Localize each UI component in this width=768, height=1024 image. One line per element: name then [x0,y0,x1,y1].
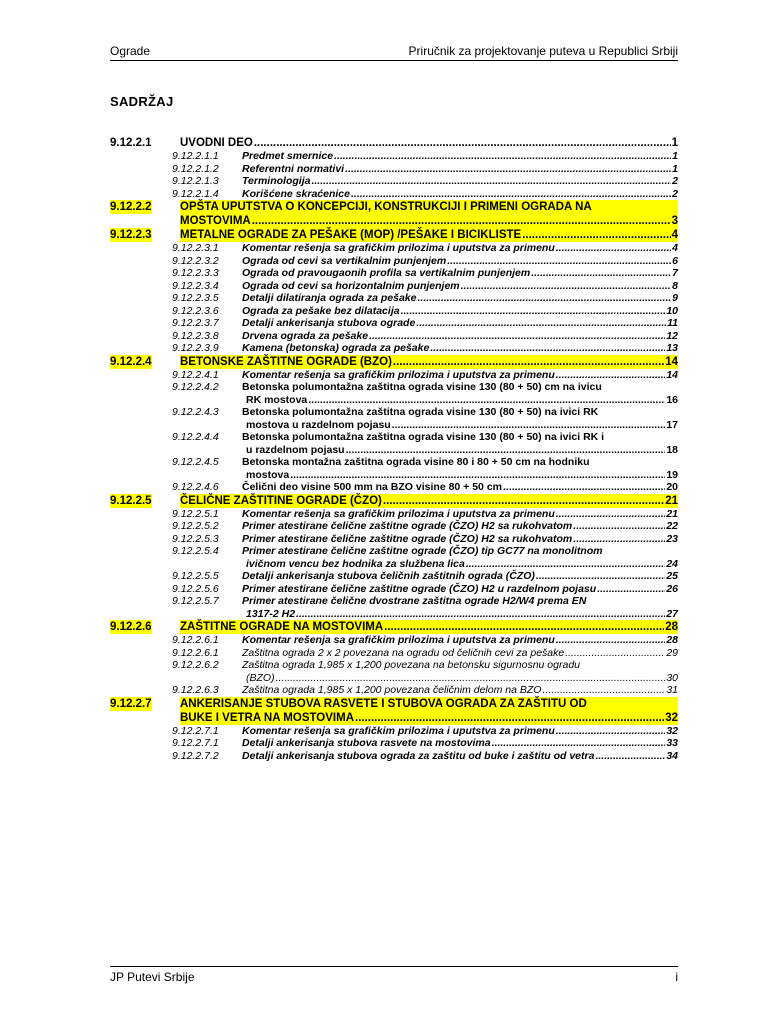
toc-entry-number: 9.12.2.7 [110,697,152,710]
toc-entry-title: ZAŠTITNE OGRADE NA MOSTOVIMA [180,621,384,633]
toc-entry-title: Komentar rešenja sa grafičkim prilozima i uputstva za primenu [242,634,555,646]
header-left: Ograde [110,44,151,58]
toc-entry-number: 9.12.2.6.3 [172,684,219,696]
dot-leader [573,533,665,546]
toc-entry-subsection[interactable] [110,595,678,620]
toc-entry-page: 4 [671,229,678,241]
toc-entry-page: 29 [666,646,678,659]
dot-leader [355,711,664,725]
toc-entry-title: Betonska polumontažna zaštitna ograda visine 130 (80 + 50) cm na ivicu [242,381,602,393]
toc-entry-title: Ograda od cevi sa horizontalnim punjenjem [242,279,460,292]
toc-entry-number: 9.12.2.7.1 [172,737,219,749]
toc-entry-page: 26 [666,582,678,595]
dot-leader [418,292,672,305]
toc-entry-subsection[interactable] [110,545,678,570]
dot-leader [447,255,671,268]
toc-entry-title: Korišćene skraćenice [242,187,350,200]
toc-entry-page: 17 [666,418,678,431]
toc-entry-number: 9.12.2.2 [110,201,152,213]
toc-entry-page: 23 [666,532,678,545]
toc-entry-page: 28 [665,621,678,633]
toc-entry-section[interactable] [110,228,678,242]
dot-leader [392,419,666,432]
dot-leader [492,737,666,750]
toc-entry-number: 9.12.2.4.1 [172,368,219,381]
toc-entry-number: 9.12.2.5.1 [172,507,219,520]
toc-entry-number: 9.12.2.1.1 [172,150,219,162]
dot-leader [531,267,671,280]
toc-entry-subsection[interactable] [110,750,678,763]
toc-entry-page: 4 [672,242,678,254]
toc-entry-number: 9.12.2.3.5 [172,292,219,304]
toc-entry-title: UVODNI DEO [180,137,253,149]
toc-entry-subsection[interactable] [110,647,678,660]
toc-entry-page: 24 [666,557,678,570]
toc-entry-number: 9.12.2.5.5 [172,570,219,582]
toc-entry-page: 19 [666,468,678,481]
toc-entry-title: Komentar rešenja sa grafičkim prilozima i uputstva za primenu [242,368,555,381]
dot-leader [296,608,665,621]
footer-left: JP Putevi Srbije [110,970,195,984]
toc-entry-page: 27 [666,607,678,620]
dot-leader [308,394,665,407]
dot-leader [351,188,671,201]
dot-leader [565,647,665,660]
toc-entry-number: 9.12.2.6 [110,621,152,633]
dot-leader [430,342,665,355]
toc-entry-title: Primer atestirane čelične dvostrane zaštitna ograde H2/W4 prema EN [242,595,587,607]
toc-entry-page: 32 [666,724,678,737]
toc-entry-number: 9.12.2.4.2 [172,381,219,393]
toc-entry-subsection[interactable] [110,583,678,596]
toc-entry-title: Detalji dilatiranja ograda za pešake [242,292,417,304]
toc-entry-subsection[interactable] [110,369,678,382]
toc-entry-number: 9.12.2.3.4 [172,279,219,292]
dot-leader [334,150,671,163]
toc-entry-number: 9.12.2.5.2 [172,520,219,532]
dot-leader [401,305,666,318]
toc-entry-page: 22 [666,520,678,532]
toc-entry-page: 3 [671,215,678,227]
dot-leader [556,242,671,255]
toc-entry-subsection[interactable] [110,725,678,738]
toc-entry-page: 34 [666,749,678,762]
toc-entry-number: 9.12.2.5.3 [172,532,219,545]
toc-entry-subsection[interactable] [110,188,678,201]
toc-entry-subsection[interactable] [110,175,678,188]
dot-leader [393,355,664,369]
dot-leader [254,136,671,150]
toc-entry-number: 9.12.2.4.4 [172,431,219,443]
toc-entry-subsection[interactable] [110,242,678,255]
dot-leader [556,369,666,382]
toc-entry-page: 14 [665,355,678,368]
toc-entry-number: 9.12.2.5.7 [172,595,219,607]
dot-leader [383,494,664,508]
toc-entry-title: Terminologija [242,175,311,187]
toc-entry-title: Primer atestirane čelične zaštitne ograde (ČZO) H2 sa rukohvatom [242,532,573,545]
dot-leader [542,684,665,697]
toc-entry-title: Čelični deo visine 500 mm na BZO visine 80 + 50 cm [242,481,502,493]
dot-leader [345,163,671,176]
toc-entry-page: 21 [665,494,678,507]
dot-leader [595,750,665,763]
dot-leader [416,317,666,330]
toc-entry-subsection[interactable] [110,533,678,546]
toc-entry-page: 7 [672,267,678,279]
toc-entry-title: Ograda za pešake bez dilatacija [242,304,400,317]
toc-entry-number: 9.12.2.5 [110,494,152,507]
dot-leader [461,280,672,293]
toc-entry-page: 25 [666,570,678,582]
toc-entry-number: 9.12.2.5.6 [172,582,219,595]
toc-entry-title: Primer atestirane čelične zaštitne ograde (ČZO) H2 sa rukohvatom [242,520,573,532]
toc-entry-number: 9.12.2.4.6 [172,481,219,493]
toc-entry-number: 9.12.2.6.2 [172,659,219,671]
toc-entry-page: 8 [672,279,678,292]
toc-entry-subsection[interactable] [110,481,678,494]
toc-title: SADRŽAJ [110,94,174,109]
toc-entry-section[interactable] [110,697,678,725]
toc-entry-title: Betonska polumontažna zaštitna ograda visine 130 (80 + 50) na ivici RK [242,406,599,418]
toc-entry-number: 9.12.2.6.1 [172,634,219,646]
toc-entry-subsection[interactable] [110,150,678,163]
toc-entry-subsection[interactable] [110,684,678,697]
toc-entry-subsection[interactable] [110,280,678,293]
dot-leader [556,634,666,647]
toc-entry-subsection[interactable] [110,163,678,176]
toc-entry-title: BETONSKE ZAŠTITNE OGRADE (BZO) [180,355,392,368]
toc-entry-title: (BZO) [246,671,275,684]
toc-entry-page: 14 [666,368,678,381]
toc-entry-number: 9.12.2.7.1 [172,724,219,737]
toc-entry-number: 9.12.2.3.9 [172,342,219,354]
dot-leader [466,558,665,571]
toc-entry-subsection[interactable] [110,267,678,280]
dot-leader [556,508,666,521]
toc-entry-title: Primer atestirane čelične zaštitne ograde (ČZO) tip GC77 na monolitnom [242,545,603,557]
toc-entry-page: 1 [672,150,678,162]
toc-entry-page: 32 [665,711,678,724]
toc-entry-title: Kamena (betonska) ograda za pešake [242,342,430,354]
toc-entry-number: 9.12.2.3.7 [172,317,219,329]
toc-entry-number: 9.12.2.1 [110,137,152,149]
toc-entry-title: Zaštitna ograda 2 x 2 povezana na ogradu od čeličnih cevi za pešake [242,646,565,659]
header-right: Priručnik za projektovanje puteva u Republici Srbiji [408,44,678,58]
toc-entry-subsection[interactable] [110,406,678,431]
toc-entry-page: 12 [666,329,678,342]
toc-entry-title: RK mostova [246,393,308,406]
toc-entry-section[interactable] [110,620,678,634]
table-of-contents [110,136,678,762]
dot-leader [276,672,666,685]
toc-entry-number: 9.12.2.5.4 [172,545,219,557]
toc-entry-section[interactable] [110,494,678,508]
toc-entry-page: 1 [672,162,678,175]
toc-entry-section[interactable] [110,355,678,369]
toc-entry-page: 18 [666,443,678,456]
toc-entry-title: ANKERISANJE STUBOVA RASVETE I STUBOVA OGRADA ZA ZAŠTITU OD [180,697,678,711]
dot-leader [503,481,665,494]
toc-entry-title: Betonska montažna zaštitna ograda visine 80 i 80 + 50 cm na hodniku [242,456,590,468]
toc-entry-number: 9.12.2.4 [110,355,152,368]
dot-leader [346,444,666,457]
toc-entry-section[interactable] [110,136,678,150]
dot-leader [384,620,664,634]
toc-entry-title: Ograda od pravougaonih profila sa vertikalnim punjenjem [242,267,531,279]
toc-entry-title: Primer atestirane čelične zaštitne ograde (ČZO) H2 u razdelnom pojasu [242,582,597,595]
toc-entry-subsection[interactable] [110,659,678,684]
toc-entry-number: 9.12.2.6.1 [172,646,219,659]
dot-leader [252,214,671,228]
toc-entry-subsection[interactable] [110,456,678,481]
dot-leader [369,330,665,343]
toc-entry-title: ivičnom vencu bez hodnika za službena lica [246,557,465,570]
footer-rule [110,966,678,967]
toc-entry-number: 9.12.2.1.4 [172,187,219,200]
toc-entry-subsection[interactable] [110,570,678,583]
toc-entry-title: METALNE OGRADE ZA PEŠAKE (MOP) /PEŠAKE I BICIKLISTE [180,229,522,241]
toc-entry-title: mostova u razdelnom pojasu [246,418,391,431]
toc-entry-title: Referentni normativi [242,162,345,175]
toc-entry-subsection[interactable] [110,330,678,343]
running-footer [110,970,678,986]
toc-entry-page: 28 [666,634,678,646]
toc-entry-page: 30 [666,671,678,684]
toc-entry-title: Zaštitna ograda 1,985 x 1,200 povezana na betonsku sigurnosnu ogradu [242,659,580,671]
toc-entry-number: 9.12.2.3.2 [172,254,219,267]
toc-entry-title: Detalji ankerisanja stubova rasvete na mostovima [242,737,491,749]
toc-entry-title: Drvena ograda za pešake [242,329,369,342]
toc-entry-number: 9.12.2.3 [110,229,152,241]
toc-entry-subsection[interactable] [110,317,678,330]
footer-page-number: i [675,970,678,984]
toc-entry-title: Predmet smernice [242,150,334,162]
toc-entry-page: 2 [672,187,678,200]
toc-entry-title: OPŠTA UPUTSTVA O KONCEPCIJI, KONSTRUKCIJI I PRIMENI OGRADA NA [180,200,678,214]
toc-entry-number: 9.12.2.3.6 [172,304,219,317]
toc-entry-page: 16 [666,393,678,406]
running-header [110,40,678,58]
toc-entry-number: 9.12.2.4.3 [172,406,219,418]
dot-leader [597,583,665,596]
toc-entry-page: 13 [666,342,678,354]
toc-entry-subsection[interactable] [110,431,678,456]
toc-entry-title: Komentar rešenja sa grafičkim prilozima i uputstva za primenu [242,242,555,254]
toc-entry-title: Detalji ankerisanja stubova čeličnih zaštitnih ograda (ČZO) [242,570,535,582]
toc-entry-subsection[interactable] [110,305,678,318]
toc-entry-number: 9.12.2.3.1 [172,242,219,254]
toc-entry-number: 9.12.2.1.3 [172,175,219,187]
dot-leader [311,175,671,188]
toc-entry-section[interactable] [110,200,678,228]
toc-entry-page: 11 [667,317,678,329]
dot-leader [290,469,665,482]
toc-entry-title: Detalji ankerisanja stubova ograde [242,317,416,329]
toc-entry-title: Detalji ankerisanja stubova ograda za zaštitu od buke i zaštitu od vetra [242,749,595,762]
toc-entry-title: mostova [246,468,290,481]
toc-entry-subsection[interactable] [110,508,678,521]
toc-entry-page: 1 [671,137,678,149]
toc-entry-subsection[interactable] [110,737,678,750]
toc-entry-title: Betonska polumontažna zaštitna ograda visine 130 (80 + 50) na ivici RK i [242,431,605,443]
toc-entry-subsection[interactable] [110,381,678,406]
toc-entry-page: 9 [672,292,678,304]
toc-entry-title: Ograda od cevi sa vertikalnim punjenjem [242,254,447,267]
toc-entry-page: 10 [666,304,678,317]
toc-entry-page: 31 [666,684,678,696]
toc-entry-page: 33 [666,737,678,749]
dot-leader [573,520,665,533]
toc-entry-subsection[interactable] [110,342,678,355]
header-rule [110,60,678,61]
toc-entry-subsection[interactable] [110,255,678,268]
dot-leader [536,570,665,583]
toc-entry-number: 9.12.2.4.5 [172,456,219,468]
toc-entry-title: MOSTOVIMA [180,215,251,227]
toc-entry-title: BUKE I VETRA NA MOSTOVIMA [180,711,354,724]
toc-entry-subsection[interactable] [110,520,678,533]
toc-entry-title: Komentar rešenja sa grafičkim prilozima i uputstva za primenu [242,507,555,520]
dot-leader [522,228,670,242]
toc-entry-number: 9.12.2.1.2 [172,162,219,175]
toc-entry-title: Zaštitna ograda 1,985 x 1,200 povezana čeličnim delom na BZO [242,684,542,696]
toc-entry-title: Komentar rešenja sa grafičkim prilozima i uputstva za primenu [242,724,555,737]
toc-entry-page: 20 [666,481,678,493]
toc-entry-page: 2 [672,175,678,187]
toc-entry-subsection[interactable] [110,292,678,305]
toc-entry-subsection[interactable] [110,634,678,647]
toc-entry-number: 9.12.2.3.3 [172,267,219,279]
toc-entry-page: 6 [672,254,678,267]
toc-entry-page: 21 [666,507,678,520]
toc-entry-title: u razdelnom pojasu [246,443,345,456]
toc-entry-number: 9.12.2.7.2 [172,749,219,762]
toc-entry-title: 1317-2 H2 [246,607,296,620]
dot-leader [556,725,666,738]
toc-entry-number: 9.12.2.3.8 [172,329,219,342]
toc-entry-title: ČELIČNE ZAŠTITINE OGRADE (ČZO) [180,494,382,507]
